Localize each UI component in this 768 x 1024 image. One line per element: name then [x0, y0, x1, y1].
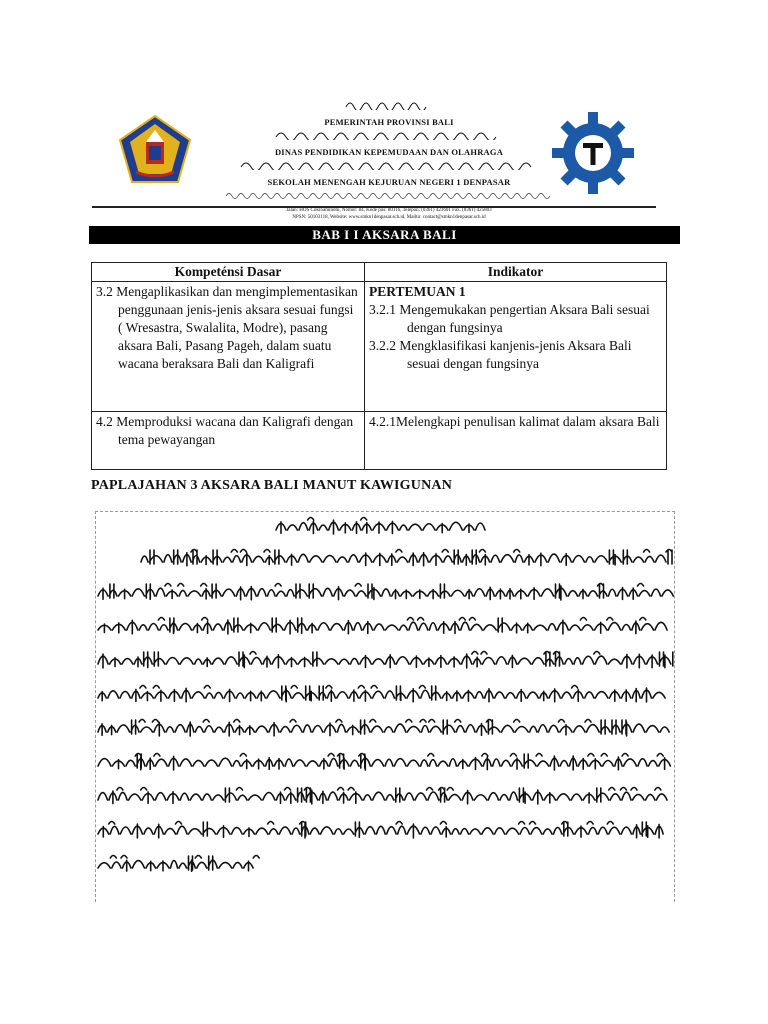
letterhead-line-3: SEKOLAH MENENGAH KEJURUAN NEGERI 1 DENPASAR — [267, 177, 511, 187]
letterhead-divider — [92, 206, 656, 208]
script-line — [98, 686, 665, 702]
script-line — [98, 720, 669, 737]
table-cell-kd — [92, 282, 365, 412]
script-line — [98, 754, 670, 771]
script-line — [98, 788, 667, 805]
indikator-item: 3.2.1 Mengemukakan pengertian Aksara Bali sesuai dengan fungsinya — [369, 302, 650, 335]
table-cell-kd — [92, 412, 365, 470]
pertemuan-label: PERTEMUAN 1 — [369, 284, 466, 299]
balinese-script-text — [96, 512, 674, 902]
script-line — [98, 652, 674, 668]
letterhead-text — [224, 98, 554, 221]
column-header-kd: Kompeténsi Dasar — [92, 263, 365, 282]
script-line — [141, 550, 672, 566]
indikator-item: 3.2.2 Mengklasifikasi kanjenis-jenis Aksara Bali sesuai dengan fungsinya — [369, 338, 632, 371]
letterhead-address: Jalan: HOS Cokroaminoto, Nomor: 84, Kode pos: 80116, Telepon: (0361) 423601 Fax. (0361) 425803 — [286, 208, 492, 213]
balinese-heading-icon — [274, 130, 504, 140]
letterhead-contact: NPSN: 50103118, Website: www.smkn1denpasar.sch.id, Mailto: contact@smkn1denpasar.sch.id — [292, 215, 486, 220]
table-header-row — [92, 263, 667, 282]
table-cell-indikator — [365, 282, 667, 412]
section-title: PAPLAJAHAN 3 AKSARA BALI MANUT KAWIGUNAN — [91, 478, 453, 493]
table-row — [92, 282, 667, 412]
balinese-heading-icon — [239, 160, 539, 170]
balinese-address-icon — [224, 190, 554, 200]
table-row — [92, 412, 667, 470]
script-line — [276, 518, 485, 535]
table-cell-indikator — [365, 412, 667, 470]
column-header-indikator: Indikator — [365, 263, 667, 282]
letterhead — [92, 98, 656, 220]
letterhead-line-2: DINAS PENDIDIKAN KEPEMUDAAN DAN OLAHRAGA — [274, 147, 504, 157]
script-line — [98, 584, 673, 601]
script-line — [98, 618, 667, 634]
kd-text: 3.2 Mengaplikasikan dan mengimplementasikan penggunaan jenis-jenis aksara sesuai fungsi ( Wresastra, Swalalita, Modre), pasang aksara Bali, Pasang Pageh, dalam suatu wacana beraksara Bali dan Kaligrafi — [96, 284, 358, 371]
bali-province-emblem-icon — [118, 114, 192, 184]
indikator-item: 4.2.1Melengkapi penulisan kalimat dalam aksara Bali — [369, 414, 660, 429]
kd-text: 4.2 Memproduksi wacana dan Kaligrafi dengan tema pewayangan — [96, 414, 354, 447]
script-line — [98, 856, 259, 872]
balinese-script-passage — [95, 511, 675, 902]
smk-gear-logo-icon — [550, 110, 636, 196]
competency-table — [91, 262, 667, 470]
chapter-title: BAB I I AKSARA BALI — [89, 226, 680, 244]
balinese-heading-icon — [344, 100, 434, 110]
script-line — [98, 822, 663, 838]
letterhead-line-1: PEMERINTAH PROVINSI BALI — [324, 117, 454, 127]
